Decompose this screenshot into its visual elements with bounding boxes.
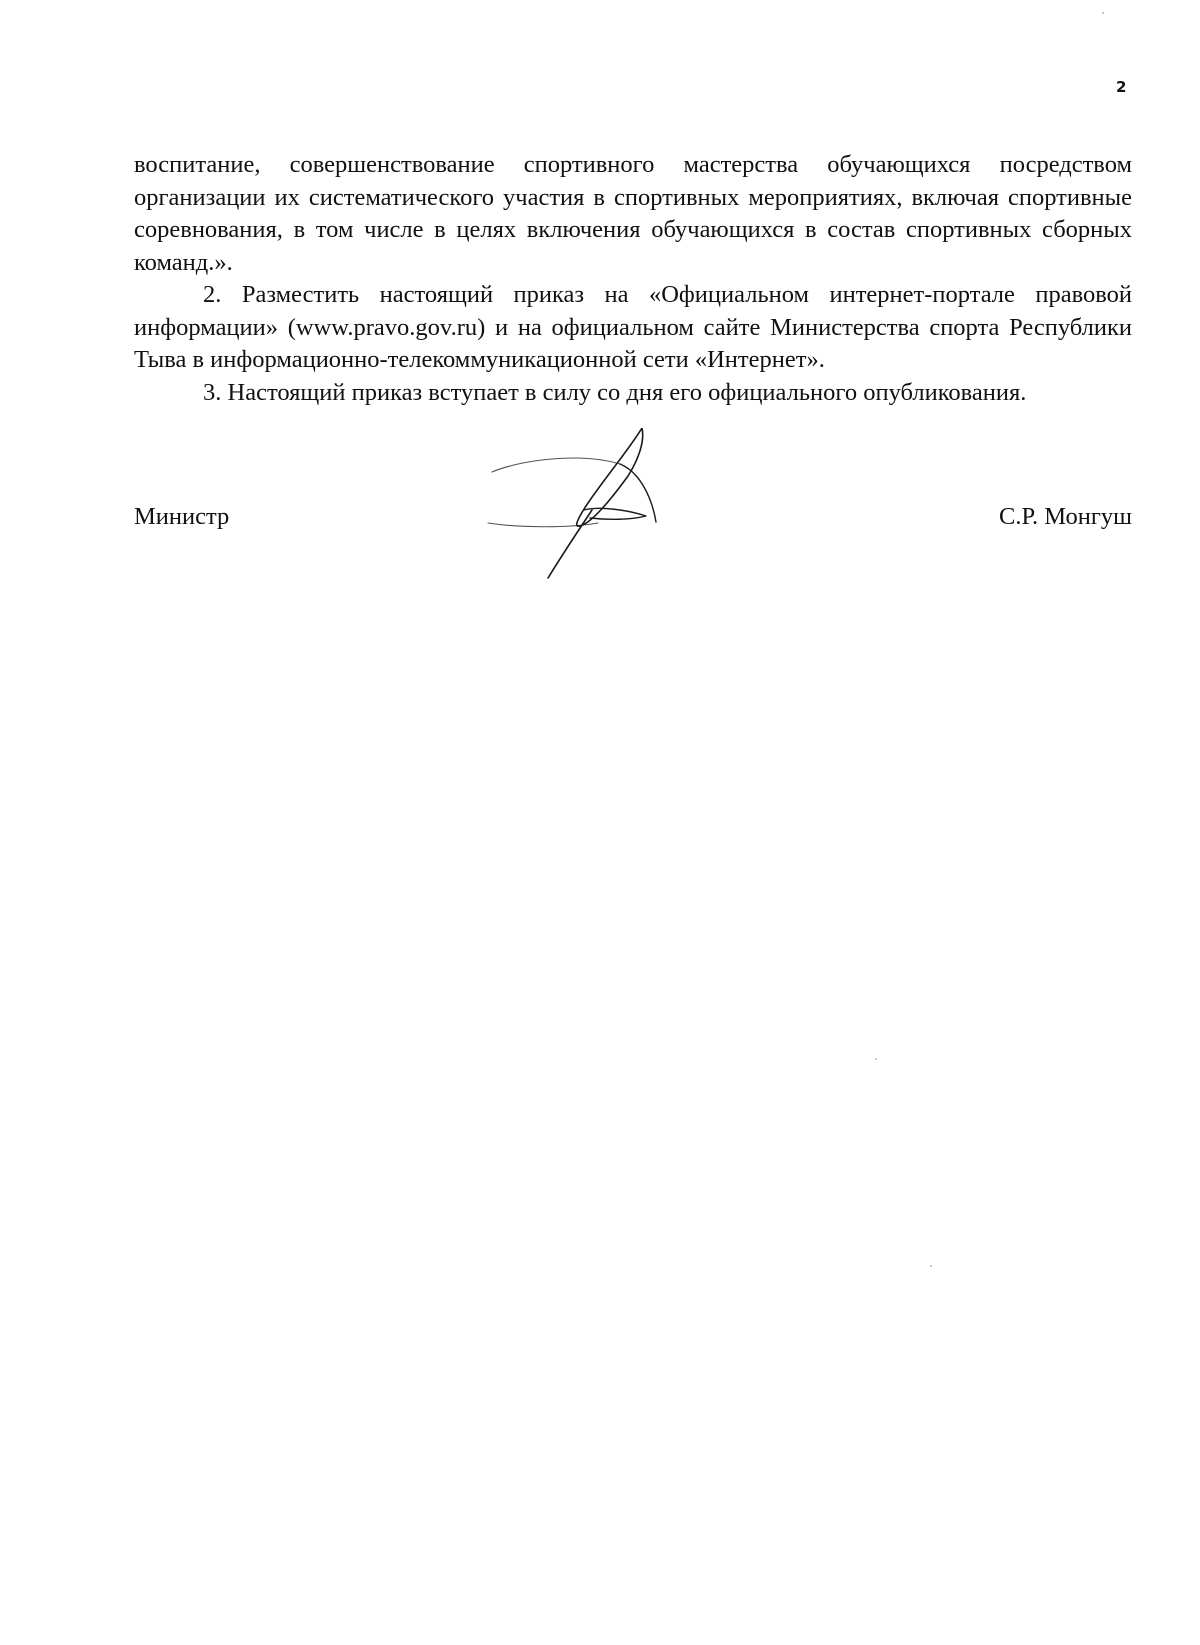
scan-speck	[875, 1058, 877, 1060]
document-body	[134, 149, 1132, 409]
signatory-title: Министр	[134, 503, 230, 530]
scan-speck	[930, 1265, 932, 1267]
handwritten-signature	[480, 428, 690, 598]
paragraph-continuation: воспитание, совершенствование спортивного мастерства обучающихся посредством организации их систематического участия в спортивных мероприятиях, включая спортивные соревнования, в том числе в целях включения обучающихся в состав спортивных сборных команд.».	[134, 151, 1132, 276]
page-number: 2	[1116, 78, 1127, 96]
paragraph-item-2: 2. Разместить настоящий приказ на «Официальном интернет-портале правовой информации» (www.pravo.gov.ru) и на официальном сайте Министерства спорта Республики Тыва в информационно-телекоммуникационной сети «Интернет».	[134, 281, 1132, 373]
signatory-name: С.Р. Монгуш	[999, 503, 1132, 530]
paragraph-item-3: 3. Настоящий приказ вступает в силу со дня его официального опубликования.	[203, 378, 1027, 406]
scan-speck	[1102, 12, 1104, 14]
